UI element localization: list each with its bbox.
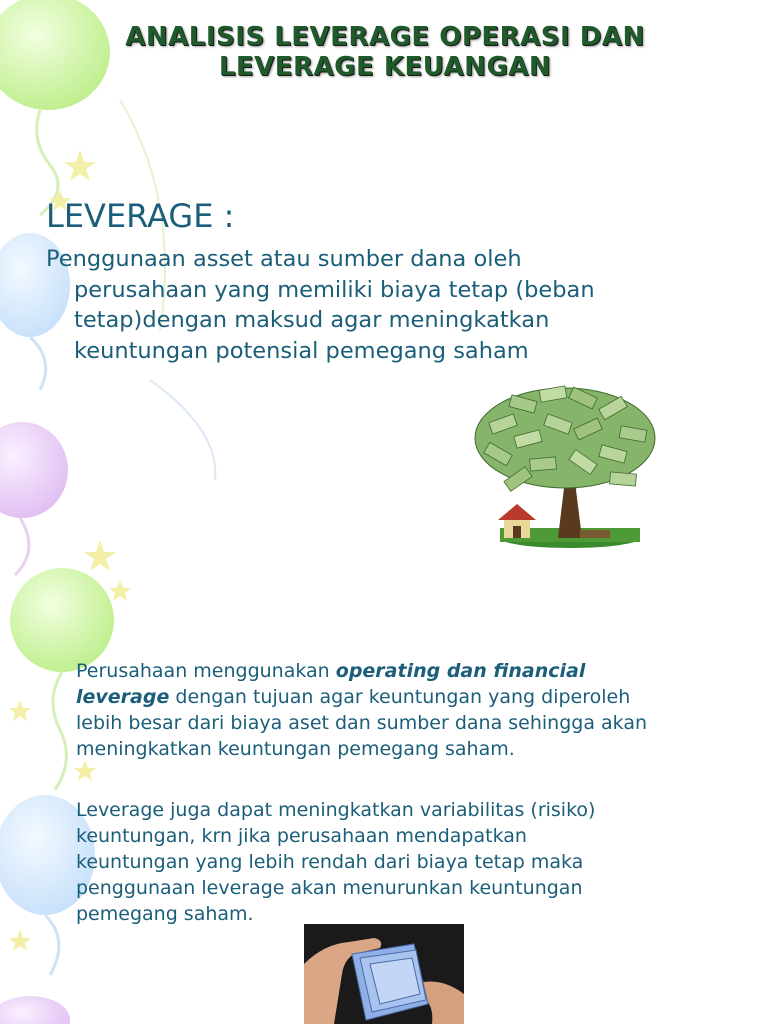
paragraph1-line-2	[76, 684, 736, 710]
definition-line-1: Penggunaan asset atau sumber dana oleh	[46, 246, 522, 272]
leverage-definition	[46, 244, 686, 366]
paragraph1-line-3: lebih besar dari biaya aset dan sumber dana sehingga akan	[76, 712, 648, 734]
paragraph1-line-4: meningkatkan keuntungan pemegang saham.	[76, 738, 515, 760]
paragraph1-emphasis-2: leverage	[76, 686, 170, 708]
paragraph1-line-1-text: Perusahaan menggunakan	[76, 660, 336, 682]
paragraph-operating-financial	[76, 658, 736, 762]
paragraph1-line-2-text: dengan tujuan agar keuntungan yang diperoleh	[169, 686, 631, 708]
paragraph1-emphasis-1: operating dan financial	[335, 660, 586, 682]
paragraph2-line-2: keuntungan, krn jika perusahaan mendapatkan	[76, 825, 527, 847]
paragraph2-line-1: Leverage juga dapat meningkatkan variabilitas (risiko)	[76, 799, 596, 821]
money-tree-image	[470, 378, 662, 552]
definition-line-4: keuntungan potensial pemegang saham	[74, 337, 529, 364]
definition-line-3: tetap)dengan maksud agar meningkatkan	[74, 307, 550, 333]
paragraph2-line-4: penggunaan leverage akan menurunkan keuntungan	[76, 877, 583, 899]
title-line-2: LEVERAGE KEUANGAN	[218, 52, 552, 82]
paragraph2-line-3: keuntungan yang lebih rendah dari biaya tetap maka	[76, 851, 584, 873]
title-line-1: ANALISIS LEVERAGE OPERASI DAN	[125, 22, 645, 52]
paragraph-risk	[76, 797, 736, 927]
leverage-heading: LEVERAGE :	[46, 197, 235, 235]
money-hands-image	[304, 924, 464, 1024]
definition-line-2: perusahaan yang memiliki biaya tetap (beban	[74, 276, 595, 303]
paragraph2-line-5: pemegang saham.	[76, 903, 254, 925]
slide-title	[40, 22, 730, 82]
paragraph1-line-1	[76, 658, 736, 684]
